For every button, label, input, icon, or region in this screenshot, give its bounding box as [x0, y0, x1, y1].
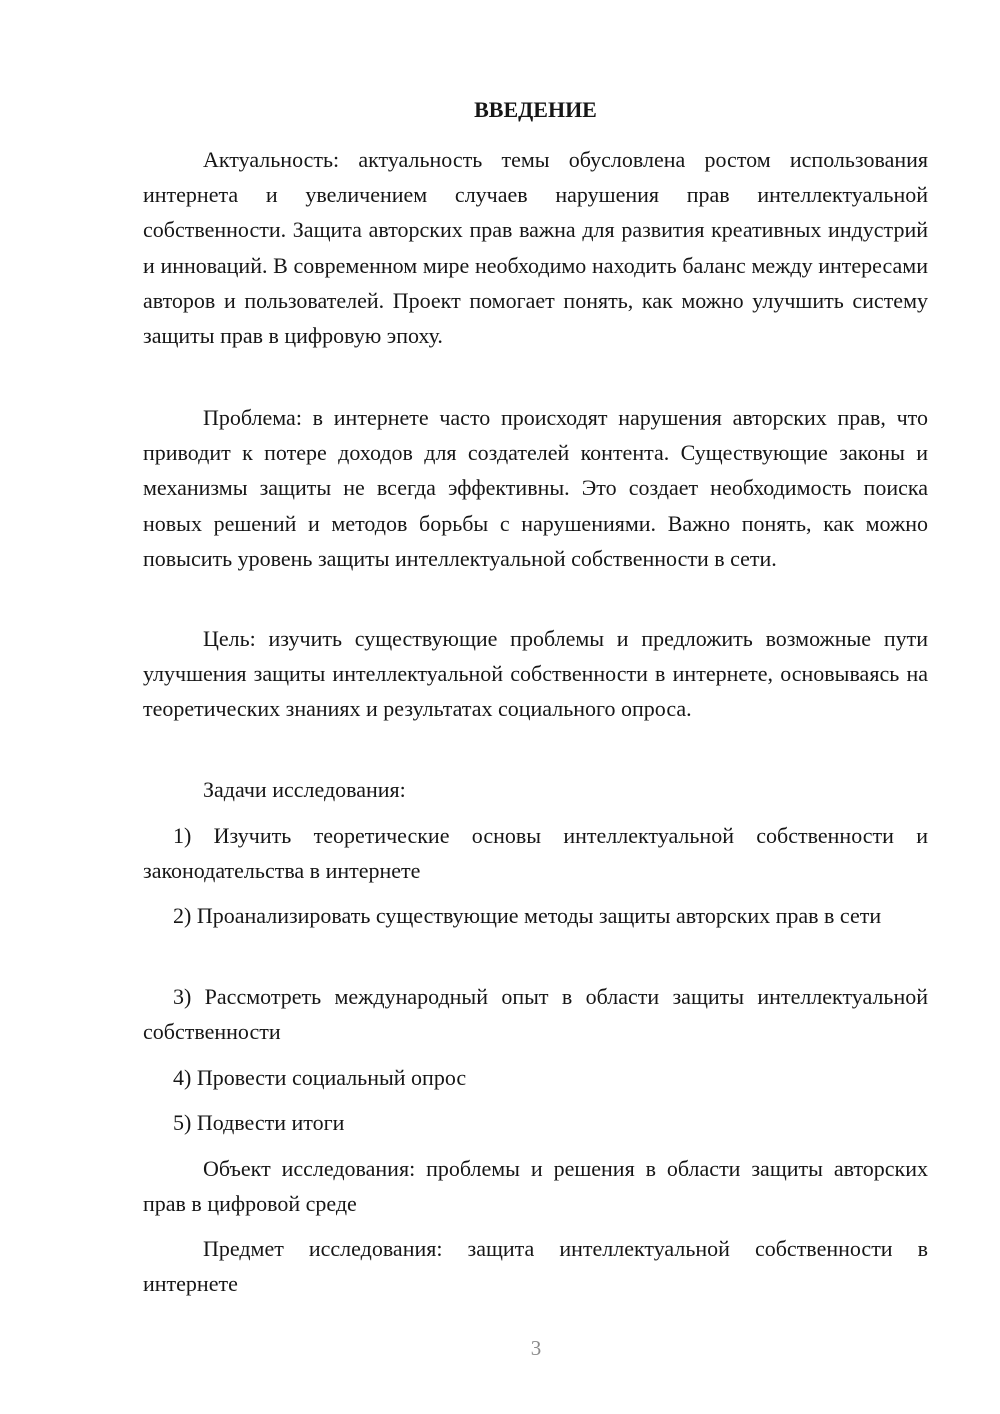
task-item-5: 5) Подвести итоги	[173, 1110, 345, 1135]
task-item-3: 3) Рассмотреть международный опыт в области защиты интеллектуальной собственности	[143, 984, 928, 1045]
subject-paragraph: Предмет исследования: защита интеллектуальной собственности в интернете	[143, 1236, 928, 1297]
task-item-4: 4) Провести социальный опрос	[173, 1065, 467, 1090]
problem-paragraph: Проблема: в интернете часто происходят нарушения авторских прав, что приводит к потере доходов для создателей контента. Существующие законы и механизмы защиты не всегда эффективны. Это создает необходимость поиска новых решений и методов борьбы с нарушениями. Важно понять, как можно повысить уровень защиты интеллектуальной собственности в сети.	[143, 405, 928, 571]
object-paragraph: Объект исследования: проблемы и решения в области защиты авторских прав в цифровой среде	[143, 1156, 928, 1217]
relevance-paragraph: Актуальность: актуальность темы обусловлена ростом использования интернета и увеличением случаев нарушения прав интеллектуальной собственности. Защита авторских прав важна для развития креативных индустрий и инноваций. В современном мире необходимо находить баланс между интересами авторов и пользователей. Проект помогает понять, как можно улучшить систему защиты прав в цифровую эпоху.	[143, 147, 928, 349]
goal-paragraph: Цель: изучить существующие проблемы и предложить возможные пути улучшения защиты интеллектуальной собственности в интернете, основываясь на теоретических знаниях и результатах социального опроса.	[143, 626, 928, 722]
page-number: 3	[530, 1336, 542, 1360]
tasks-heading: Задачи исследования:	[203, 777, 406, 802]
task-item-1: 1) Изучить теоретические основы интеллектуальной собственности и законодательства в интернете	[143, 823, 928, 884]
page-title: ВВЕДЕНИЕ	[474, 97, 597, 122]
task-item-2: 2) Проанализировать существующие методы защиты авторских прав в сети	[173, 903, 882, 928]
